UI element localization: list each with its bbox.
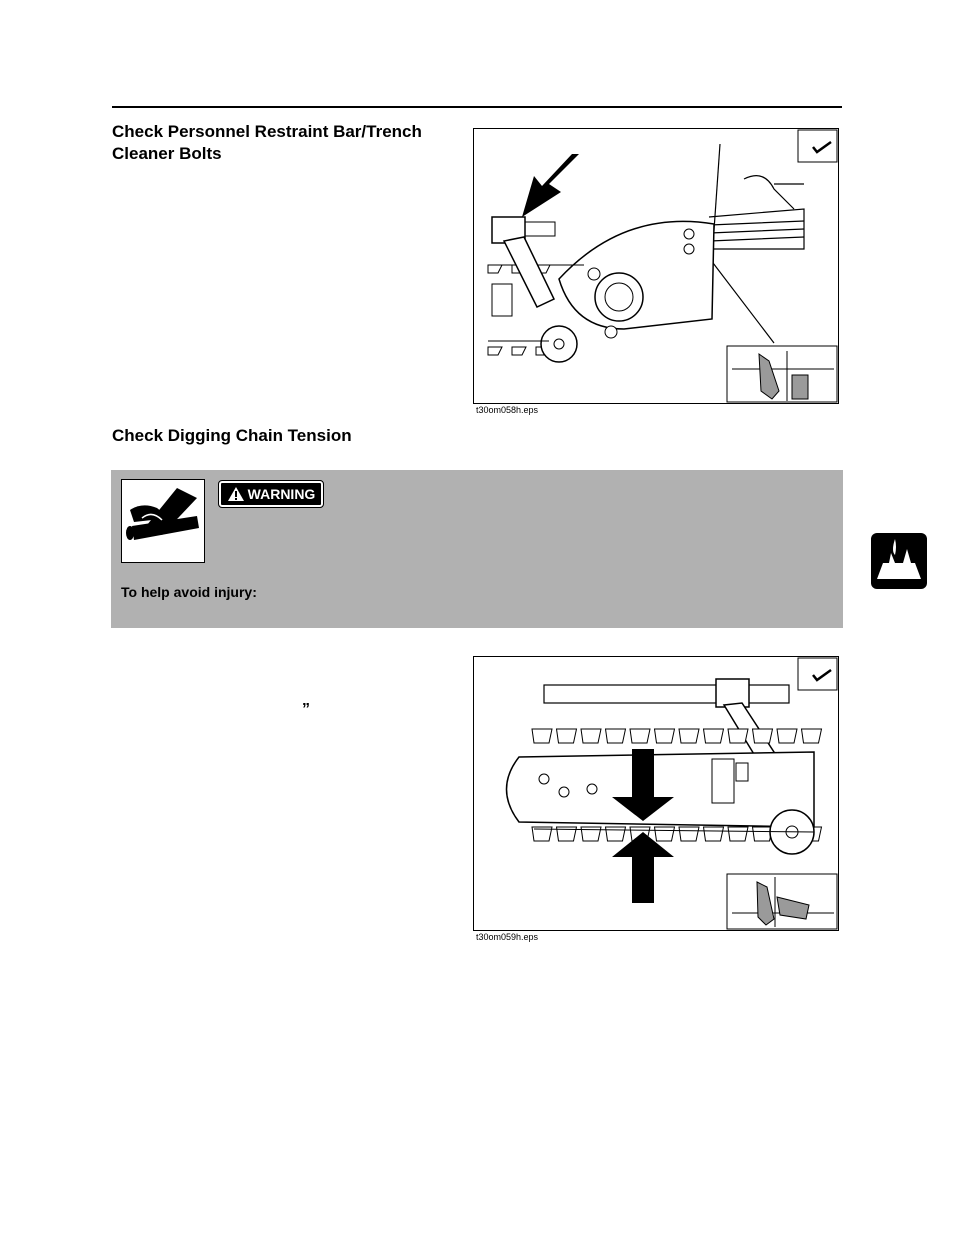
section-title-restraint-bar: Check Personnel Restraint Bar/Trench Cleaner Bolts bbox=[112, 122, 422, 163]
warning-badge bbox=[219, 481, 323, 507]
lubrication-drops-icon bbox=[871, 533, 927, 589]
pointer-arrow-icon bbox=[522, 154, 579, 217]
chain-tooth bbox=[704, 827, 724, 841]
chain-tension-figure bbox=[473, 656, 839, 931]
hand-entanglement-hazard-icon bbox=[121, 479, 205, 563]
chain-tooth bbox=[655, 827, 675, 841]
chain-tooth bbox=[679, 729, 699, 743]
figure-caption: t30om059h.eps bbox=[476, 932, 539, 942]
warning-label: WARNING bbox=[247, 486, 316, 502]
lubrication-tab bbox=[871, 533, 927, 589]
chain-tooth bbox=[704, 729, 724, 743]
chain-tooth bbox=[557, 729, 577, 743]
alert-triangle-icon bbox=[227, 486, 245, 502]
chain-tooth bbox=[581, 729, 601, 743]
chain-tooth bbox=[679, 827, 699, 841]
chain-tooth bbox=[802, 729, 822, 743]
top-rule bbox=[112, 106, 842, 108]
restraint-bar-figure bbox=[473, 128, 839, 404]
section-title-chain-tension: Check Digging Chain Tension bbox=[112, 426, 352, 445]
chain-tooth bbox=[728, 827, 748, 841]
chain-tooth bbox=[606, 827, 626, 841]
warning-intro: To help avoid injury: bbox=[121, 584, 257, 600]
chain-tooth bbox=[630, 729, 650, 743]
arrow-up-icon bbox=[612, 832, 674, 903]
warning-panel bbox=[111, 470, 843, 628]
chain-tooth bbox=[532, 729, 552, 743]
chain-tooth bbox=[655, 729, 675, 743]
measurement-mark: ” bbox=[302, 701, 310, 718]
chain-tooth bbox=[728, 729, 748, 743]
figure-caption: t30om058h.eps bbox=[476, 405, 539, 415]
chain-tooth bbox=[606, 729, 626, 743]
chain-tooth bbox=[753, 729, 773, 743]
chain-tooth bbox=[777, 729, 797, 743]
